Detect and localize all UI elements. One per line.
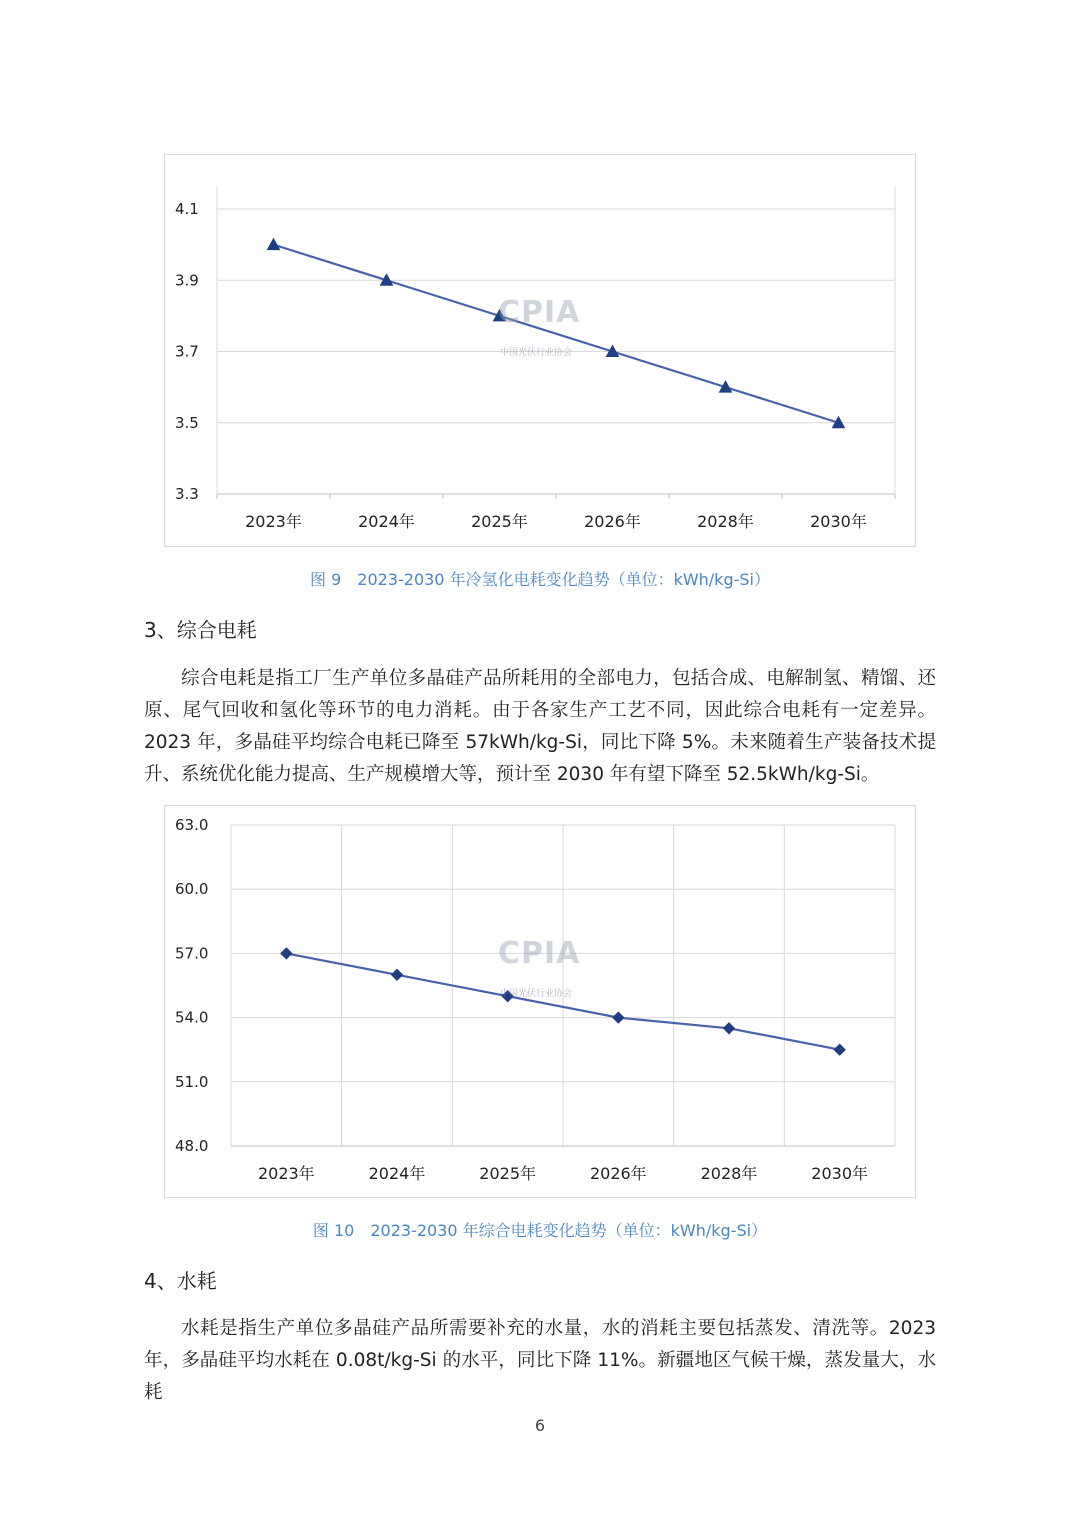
chart1-ytick-label: 3.9 — [175, 271, 199, 290]
chart2-xtick-label: 2023年 — [257, 1164, 315, 1183]
chart2-xtick-label: 2028年 — [700, 1164, 758, 1183]
chart1-ytick-label: 3.5 — [175, 413, 199, 432]
figure-10-caption: 图 10 2023-2030 年综合电耗变化趋势（单位：kWh/kg-Si） — [312, 1221, 768, 1240]
chart1-xtick-label: 2025年 — [471, 512, 528, 531]
chart1-series-line — [274, 245, 839, 423]
chart2-xtick-label: 2025年 — [479, 1164, 537, 1183]
chart2-data-point — [392, 969, 403, 980]
chart2-data-point — [502, 991, 513, 1002]
figure-9-caption: 图 9 2023-2030 年冷氢化电耗变化趋势（单位：kWh/kg-Si） — [310, 570, 770, 589]
chart1-xtick-label: 2026年 — [584, 512, 641, 531]
section-4-heading: 4、水耗 — [144, 1269, 217, 1293]
chart2-xtick-label: 2030年 — [811, 1164, 869, 1183]
chart1-xtick-label: 2023年 — [245, 512, 302, 531]
figure-9-chart — [164, 154, 916, 547]
section-3-paragraph: 综合电耗是指工厂生产单位多晶硅产品所耗用的全部电力，包括合成、电解制氢、精馏、还原、尾气回收和氢化等环节的电力消耗。由于各家生产工艺不同，因此综合电耗有一定差异。2023 年，多晶硅平均综合电耗已降至 57kWh/kg-Si，同比下降 5%。未来随着生产装备技术提升、系统优化能力提高、生产规模增大等，预计至 2030 年有望下降至 52.5kWh/kg-Si。 — [144, 668, 936, 785]
chart2-ytick-label: 60.0 — [175, 880, 209, 899]
chart2-xtick-label: 2024年 — [368, 1164, 426, 1183]
chart2-data-point — [834, 1044, 845, 1055]
chart2-data-point — [724, 1023, 735, 1034]
watermark-org: 中国光伏行业协会 — [500, 348, 573, 358]
chart1-ytick-label: 3.3 — [175, 485, 199, 503]
chart1-ytick-label: 3.7 — [175, 342, 199, 361]
chart2-ytick-label: 48.0 — [175, 1137, 209, 1155]
chart1-xtick-label: 2024年 — [358, 512, 415, 531]
chart2-ytick-label: 54.0 — [175, 1008, 209, 1027]
watermark-logo-2: CPIA — [498, 936, 581, 971]
chart2-data-point — [613, 1012, 624, 1023]
chart1-xtick-label: 2030年 — [810, 512, 867, 531]
chart1-data-point — [268, 239, 280, 250]
watermark-logo: CPIA — [498, 295, 581, 330]
chart1-xtick-label: 2028年 — [697, 512, 754, 531]
figure-10-chart — [164, 805, 916, 1198]
chart2-ytick-label: 51.0 — [175, 1072, 209, 1091]
section-3-heading: 3、综合电耗 — [144, 618, 257, 642]
page-number: 6 — [534, 1416, 546, 1435]
chart2-ytick-label: 63.0 — [175, 816, 209, 834]
watermark-org-2: 中国光伏行业协会 — [500, 989, 573, 999]
chart1-ytick-label: 4.1 — [175, 200, 199, 218]
chart2-xtick-label: 2026年 — [589, 1164, 647, 1183]
chart2-ytick-label: 57.0 — [175, 944, 209, 963]
chart-1-svg — [165, 155, 915, 546]
section-4-paragraph: 水耗是指生产单位多晶硅产品所需要补充的水量，水的消耗主要包括蒸发、清洗等。2023 年，多晶硅平均水耗在 0.08t/kg-Si 的水平，同比下降 11%。新疆地区气候干燥，蒸发量大，水耗 — [144, 1318, 936, 1403]
chart-2-svg — [165, 806, 915, 1197]
chart2-data-point — [281, 948, 292, 959]
